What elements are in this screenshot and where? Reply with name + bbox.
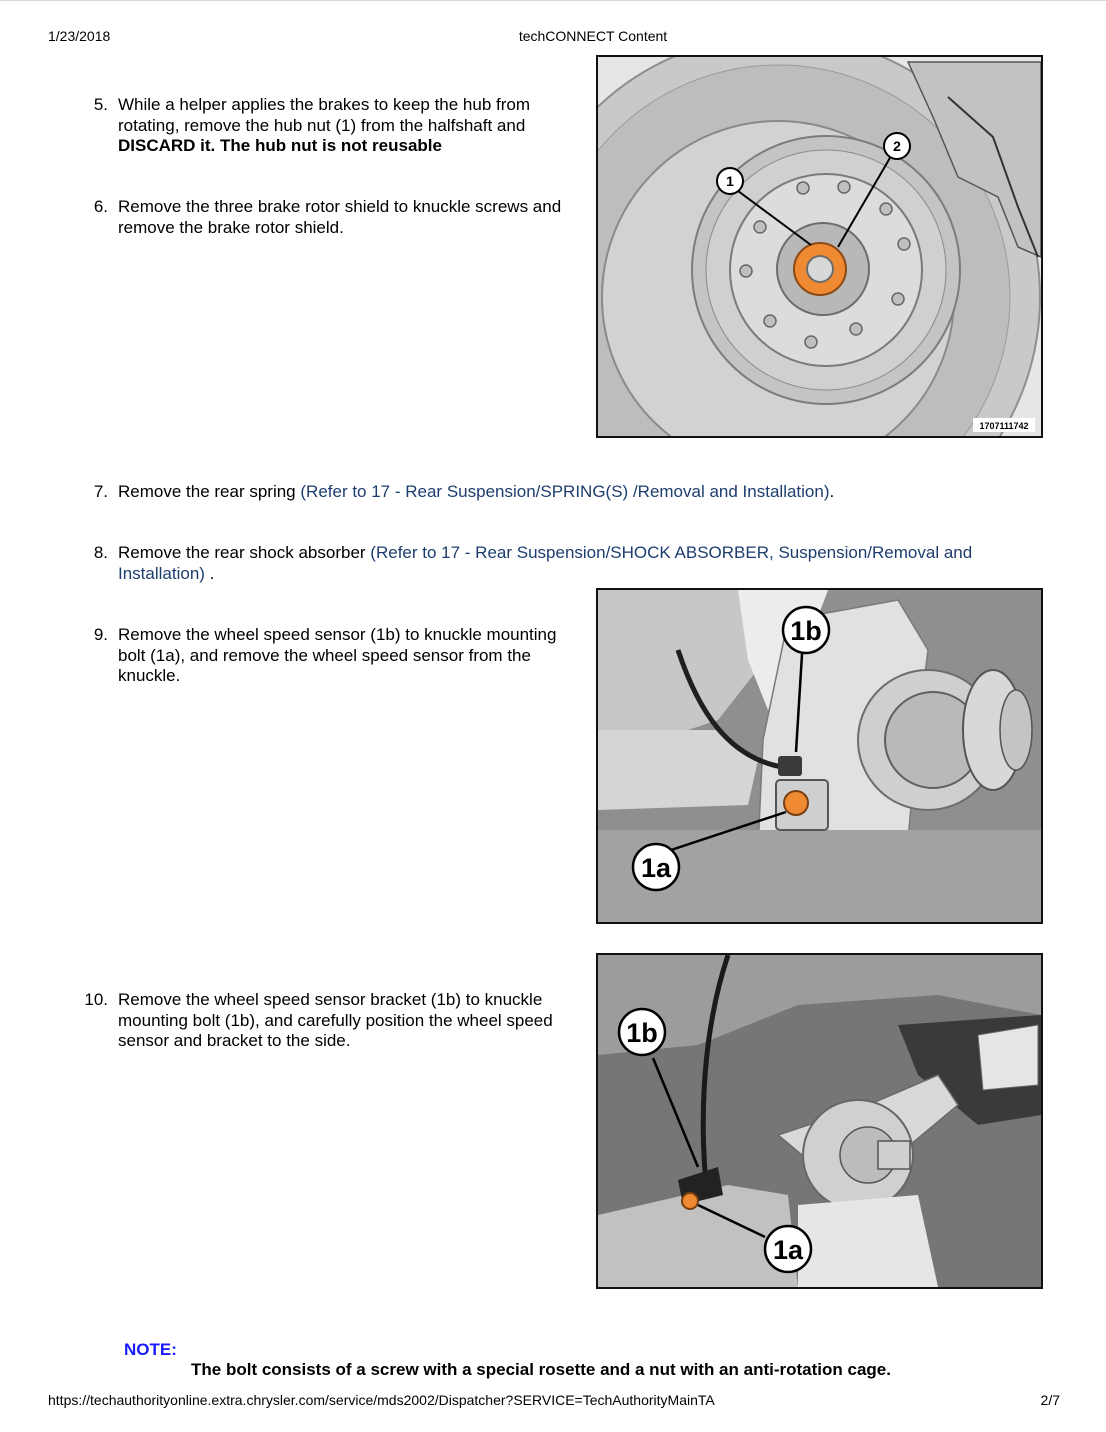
step-text: Remove the three brake rotor shield to knuckle screws and remove the brake rotor shield.: [118, 197, 562, 237]
step-text: Remove the wheel speed sensor bracket (1b) to knuckle mounting bolt (1b), and carefully position the wheel speed sensor and bracket to the side.: [118, 990, 553, 1050]
step-number: 7.: [93, 482, 108, 501]
page-title: techCONNECT Content: [518, 28, 668, 44]
figure-id: 1707111742: [979, 421, 1029, 431]
print-date: 1/23/2018: [48, 28, 111, 44]
note-label: NOTE:: [124, 1340, 177, 1359]
step-number: 6.: [93, 197, 108, 216]
knuckle-photo-illustration: [598, 590, 1041, 922]
footer-url: https://techauthorityonline.extra.chrysler.com/service/mds2002/Dispatcher?SERVICE=TechAuthorityMainTA: [48, 1392, 715, 1408]
step-warning: DISCARD it. The hub nut is not reusable: [118, 136, 442, 155]
step-number: 8.: [93, 543, 108, 562]
figure-wheel-speed-sensor: [596, 588, 1043, 924]
callout-1b: 1b: [626, 1018, 658, 1048]
step-text: Remove the wheel speed sensor (1b) to knuckle mounting bolt (1a), and remove the wheel speed sensor from the knuckle.: [118, 625, 557, 685]
bracket-photo-illustration: [598, 955, 1041, 1287]
step-text-end: .: [829, 482, 835, 501]
note-text: The bolt consists of a screw with a special rosette and a nut with an anti-rotation cage.: [191, 1360, 891, 1379]
step-text-end: .: [204, 563, 215, 583]
callout-1a: 1a: [772, 1235, 804, 1265]
page-number: 2/7: [1040, 1392, 1060, 1408]
step-number: 10.: [84, 990, 108, 1009]
step-text: Remove the rear shock absorber: [118, 543, 371, 562]
top-border: [0, 0, 1106, 1]
shock-absorber-removal-link[interactable]: (Refer to 17 - Rear Suspension/SHOCK ABSORBER, Suspension/Removal and Installation): [118, 543, 973, 583]
spring-removal-link[interactable]: (Refer to 17 - Rear Suspension/SPRING(S) /Removal and Installation): [300, 482, 830, 501]
callout-1a: 1a: [640, 853, 672, 883]
figure-sensor-bracket: [596, 953, 1043, 1289]
hub-rotor-illustration: [598, 57, 1041, 436]
callout-1: 1: [726, 173, 734, 189]
callout-1b: 1b: [790, 616, 822, 646]
step-number: 5.: [93, 95, 108, 114]
figure-hub-rotor: [596, 55, 1043, 438]
step-text: Remove the rear spring: [118, 482, 301, 501]
step-text: While a helper applies the brakes to keep the hub from rotating, remove the hub nut (1) from the halfshaft and: [118, 95, 531, 135]
step-number: 9.: [93, 625, 108, 644]
callout-2: 2: [893, 138, 901, 154]
